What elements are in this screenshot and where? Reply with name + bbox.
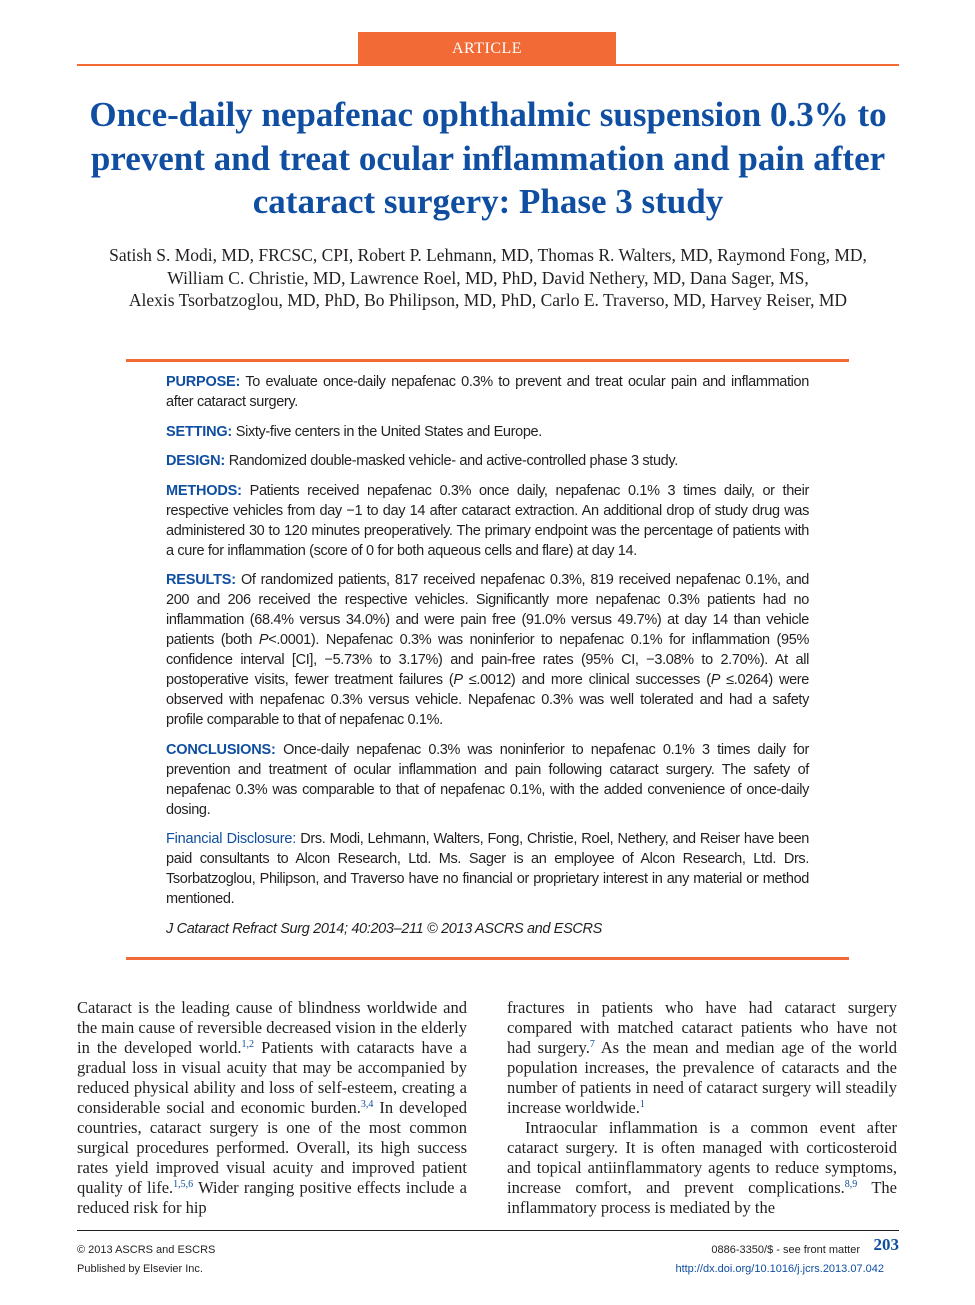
p-value-symbol: P xyxy=(453,672,463,688)
abstract-results xyxy=(166,570,809,730)
article-title: Once-daily nepafenac ophthalmic suspension 0.3% to prevent and treat ocular inflammation and pain after cataract surgery: Phase 3 study xyxy=(89,95,887,221)
results-text: ≤.0012) and more clinical successes ( xyxy=(462,672,711,688)
results-text: ≤.0264) were observed with nepafenac 0.3% versus vehicle. Nepafenac 0.3% was well tolerated and had a safety profile comparable to that of nepafenac 0.1%. xyxy=(166,672,809,728)
abstract-methods xyxy=(166,481,809,561)
p-value-symbol: P xyxy=(710,672,721,688)
abstract-financial-disclosure xyxy=(166,829,809,909)
abstract-bottom-rule xyxy=(126,957,849,960)
body-text: Wider ranging positive effects include a reduced risk for hip xyxy=(77,1178,467,1217)
reference-link[interactable]: 3,4 xyxy=(360,1099,374,1110)
purpose-label: PURPOSE: xyxy=(166,374,241,390)
author-line: Alexis Tsorbatzoglou, MD, PhD, Bo Philipson, MD, PhD, Carlo E. Traverso, MD, Harvey Reiser, MD xyxy=(128,290,848,310)
body-text: The inflammatory process is mediated by the xyxy=(507,1178,898,1217)
design-text: Randomized double-masked vehicle- and active-controlled phase 3 study. xyxy=(228,453,678,469)
abstract-conclusions xyxy=(166,740,809,820)
body-paragraph xyxy=(507,998,897,1118)
purpose-text: To evaluate once-daily nepafenac 0.3% to prevent and treat ocular pain and inflammation after cataract surgery. xyxy=(166,374,809,410)
body-text: In developed countries, cataract surgery is one of the most common surgical procedures performed. Overall, its high success rates yield improved visual acuity and improved patient quality of life. xyxy=(77,1098,467,1197)
body-column-left xyxy=(77,998,467,1218)
body-text: fractures in patients who have had cataract surgery compared with matched cataract patients who have not had surgery. xyxy=(507,998,897,1057)
results-text: Of randomized patients, 817 received nepafenac 0.3%, 819 received nepafenac 0.1%, and 200 and 206 received the respective vehicles. Significantly more nepafenac 0.3% patients had no inflammation (68.4% versus 34.0%) and were pain free (91.0% versus 49.7%) at day 14 than vehicle patients (both xyxy=(166,572,809,648)
author-line: Satish S. Modi, MD, FRCSC, CPI, Robert P. Lehmann, MD, Thomas R. Walters, MD, Raymond Fong, MD, xyxy=(109,245,867,265)
footer-issn: 0886-3350/$ - see front matter xyxy=(711,1244,860,1256)
reference-link[interactable]: 8,9 xyxy=(844,1179,858,1190)
footer-doi-link[interactable]: http://dx.doi.org/10.1016/j.jcrs.2013.07.042 xyxy=(675,1263,884,1275)
financial-disclosure-label: Financial Disclosure: xyxy=(166,831,297,847)
footer-divider xyxy=(77,1230,899,1231)
financial-disclosure-text: Drs. Modi, Lehmann, Walters, Fong, Christie, Roel, Nethery, and Reiser have been paid consultants to Alcon Research, Ltd. Ms. Sager is an employee of Alcon Research, Ltd. Drs. Tsorbatzoglou, Philipson, and Traverso have no financial or proprietary interest in any material or method mentioned. xyxy=(166,831,810,907)
abstract-design xyxy=(166,451,809,471)
reference-link[interactable]: 1,2 xyxy=(241,1039,255,1050)
abstract-setting xyxy=(166,422,809,442)
results-text: <.0001). Nepafenac 0.3% was noninferior to nepafenac 0.1% for inflammation (95% confidence interval [CI], −5.73% to 3.17%) and pain-free rates (95% CI, −3.08% to 2.70%). At all postoperative visits, fewer treatment failures ( xyxy=(166,632,809,688)
header-divider xyxy=(77,64,899,66)
article-section-tag: ARTICLE xyxy=(358,32,616,65)
methods-label: METHODS: xyxy=(166,482,242,499)
page-number: 203 xyxy=(873,1235,899,1254)
methods-text: Patients received nepafenac 0.3% once daily, nepafenac 0.1% 3 times daily, or their respective vehicles from day −1 to day 14 after cataract extraction. An additional drop of study drug was administered 30 to 120 minutes preoperatively. The primary endpoint was the percentage of patients with a cure for inflammation (score of 0 for both aqueous cells and flare) at day 14. xyxy=(166,482,809,559)
body-text: Patients with cataracts have a gradual loss in visual acuity that may be accompanied by reduced physical ability and loss of self-esteem, creating a considerable social and economic burden. xyxy=(77,1038,467,1117)
body-column-right xyxy=(507,998,897,1218)
author-line: William C. Christie, MD, Lawrence Roel, MD, PhD, David Nethery, MD, Dana Sager, MS, xyxy=(167,267,809,288)
p-value-symbol: P xyxy=(258,632,269,648)
abstract-purpose xyxy=(166,372,809,412)
conclusions-text: Once-daily nepafenac 0.3% was noninferior to nepafenac 0.1% 3 times daily for prevention and treatment of ocular inflammation and pain following cataract surgery. The safety of nepafenac 0.3% was comparable to that of nepafenac 0.1%, with the added convenience of once-daily dosing. xyxy=(166,741,809,818)
design-label: DESIGN: xyxy=(166,453,226,469)
body-text: Cataract is the leading cause of blindness worldwide and the main cause of reversible decreased vision in the elderly in the developed world. xyxy=(77,998,467,1057)
setting-label: SETTING: xyxy=(166,423,233,440)
reference-link[interactable]: 1 xyxy=(639,1099,645,1110)
body-text: Intraocular inflammation is a common event after cataract surgery. It is often managed with corticosteroid and topical antiinflammatory agents to reduce symptoms, increase comfort, and prevent complications. xyxy=(507,1118,897,1197)
footer-publisher: Published by Elsevier Inc. xyxy=(77,1263,203,1275)
footer-copyright: © 2013 ASCRS and ESCRS xyxy=(77,1244,216,1256)
body-paragraph xyxy=(507,1118,897,1218)
abstract-top-rule xyxy=(126,359,849,362)
author-list xyxy=(60,244,916,312)
reference-link[interactable]: 7 xyxy=(589,1039,595,1050)
setting-text: Sixty-five centers in the United States and Europe. xyxy=(235,423,542,440)
reference-link[interactable]: 1,5,6 xyxy=(173,1179,194,1190)
results-label: RESULTS: xyxy=(166,572,236,588)
abstract xyxy=(166,372,809,948)
body-paragraph xyxy=(77,998,467,1218)
conclusions-label: CONCLUSIONS: xyxy=(166,741,276,758)
journal-citation: J Cataract Refract Surg 2014; 40:203–211 © 2013 ASCRS and ESCRS xyxy=(166,920,602,937)
body-text: As the mean and median age of the world population increases, the prevalence of cataracts and the number of patients in need of cataract surgery will steadily increase worldwide. xyxy=(507,1038,897,1117)
